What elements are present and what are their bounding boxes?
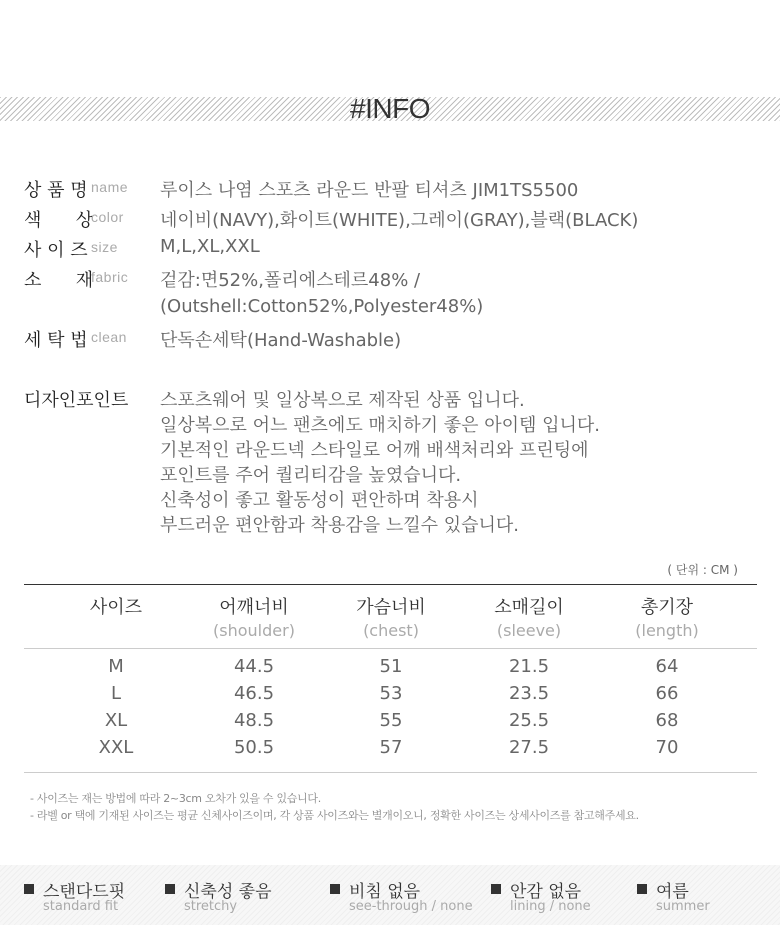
info-value: 네이비(NAVY),화이트(WHITE),그레이(GRAY),블랙(BLACK) [160,210,639,231]
column-header-sub: (shoulder) [213,621,295,640]
size-notes [30,790,639,824]
note-line: - 라벨 or 택에 기재된 사이즈는 평균 신체사이즈이며, 각 상품 사이즈와는 별개이오니, 정확한 사이즈는 상세사이즈를 참고해주세요. [30,809,639,822]
info-label: 사 이 즈 [24,240,88,261]
info-value: 루이스 나염 스포츠 라운드 반팔 티셔츠 JIM1TS5500 [160,180,579,201]
column-header-chest [321,593,461,640]
design-point-line: 부드러운 편안함과 착용감을 느낄수 있습니다. [160,515,519,536]
feature-sublabel: stretchy [184,899,238,914]
info-label-en: fabric [91,269,129,285]
table-cell: M [108,656,124,677]
table-cell: 64 [655,656,679,677]
table-cell: 46.5 [233,683,275,704]
column-header-sub: (chest) [363,621,419,640]
design-point-line: 신축성이 좋고 활동성이 편안하며 착용시 [160,490,479,511]
column-header-sub: (length) [635,621,699,640]
square-bullet-icon [165,884,175,894]
section-title: #INFO [350,93,430,124]
feature-label: 안감 없음 [510,882,582,902]
table-cell: 70 [655,737,679,758]
design-point-line: 포인트를 주어 퀄리티감을 높였습니다. [160,465,462,486]
column-header-label: 사이즈 [89,597,143,618]
table-cell: 53 [379,683,403,704]
table-cell: 50.5 [233,737,275,758]
size-unit-label: ( 단위 : CM ) [667,563,738,577]
info-label: 소 재 [24,270,94,291]
table-cell: 25.5 [508,710,550,731]
info-value: 단독손세탁(Hand-Washable) [160,330,402,351]
table-cell: XL [104,710,128,731]
info-value: M,L,XL,XXL [160,236,260,257]
feature-label: 비침 없음 [349,882,421,902]
table-bottom-rule [24,772,757,773]
table-cell: 23.5 [508,683,550,704]
info-value: (Outshell:Cotton52%,Polyester48%) [160,296,484,317]
table-header-rule [24,648,757,649]
design-point-line: 기본적인 라운드넥 스타일로 어깨 배색처리와 프린팅에 [160,440,589,461]
table-cell: 21.5 [508,656,550,677]
design-point-line: 일상복으로 어느 팬츠에도 매치하기 좋은 아이템 입니다. [160,415,600,436]
column-header-shoulder [184,593,324,640]
feature-label: 여름 [656,882,689,902]
table-cell: 55 [379,710,403,731]
square-bullet-icon [637,884,647,894]
info-label: 세 탁 법 [24,330,88,351]
info-label-en: name [91,179,129,195]
table-cell: 44.5 [233,656,275,677]
table-cell: 57 [379,737,403,758]
square-bullet-icon [330,884,340,894]
square-bullet-icon [24,884,34,894]
feature-label: 스탠다드핏 [43,882,126,902]
info-label-en: size [91,239,118,255]
column-header-sleeve [459,593,599,640]
column-header-label: 어깨너비 [219,597,289,618]
info-label-en: clean [91,329,127,345]
table-top-rule [24,584,757,585]
table-cell: 66 [655,683,679,704]
design-point-label: 디자인포인트 [24,390,129,411]
feature-sublabel: summer [656,899,710,914]
table-cell: 27.5 [508,737,550,758]
table-cell: 51 [379,656,403,677]
note-line: - 사이즈는 재는 방법에 따라 2~3cm 오차가 있을 수 있습니다. [30,792,321,805]
table-cell: L [110,683,122,704]
info-label-en: color [91,209,124,225]
table-cell: 48.5 [233,710,275,731]
info-label: 색 상 [24,210,94,231]
column-header-size [46,593,186,619]
feature-bar [0,865,780,925]
feature-label: 신축성 좋음 [184,882,272,902]
feature-sublabel: lining / none [510,899,591,914]
design-point-line: 스포츠웨어 및 일상복으로 제작된 상품 입니다. [160,390,525,411]
info-label: 상 품 명 [24,180,88,201]
column-header-sub: (sleeve) [496,621,562,640]
feature-sublabel: see-through / none [349,899,473,914]
table-cell: 68 [655,710,679,731]
feature-sublabel: standard fit [43,899,119,914]
info-value: 겉감:면52%,폴리에스테르48% / [160,270,421,291]
column-header-label: 가슴너비 [356,597,426,618]
square-bullet-icon [491,884,501,894]
column-header-label: 총기장 [640,597,694,618]
table-cell: XXL [98,737,134,758]
column-header-length [597,593,737,640]
column-header-label: 소매길이 [494,597,564,618]
